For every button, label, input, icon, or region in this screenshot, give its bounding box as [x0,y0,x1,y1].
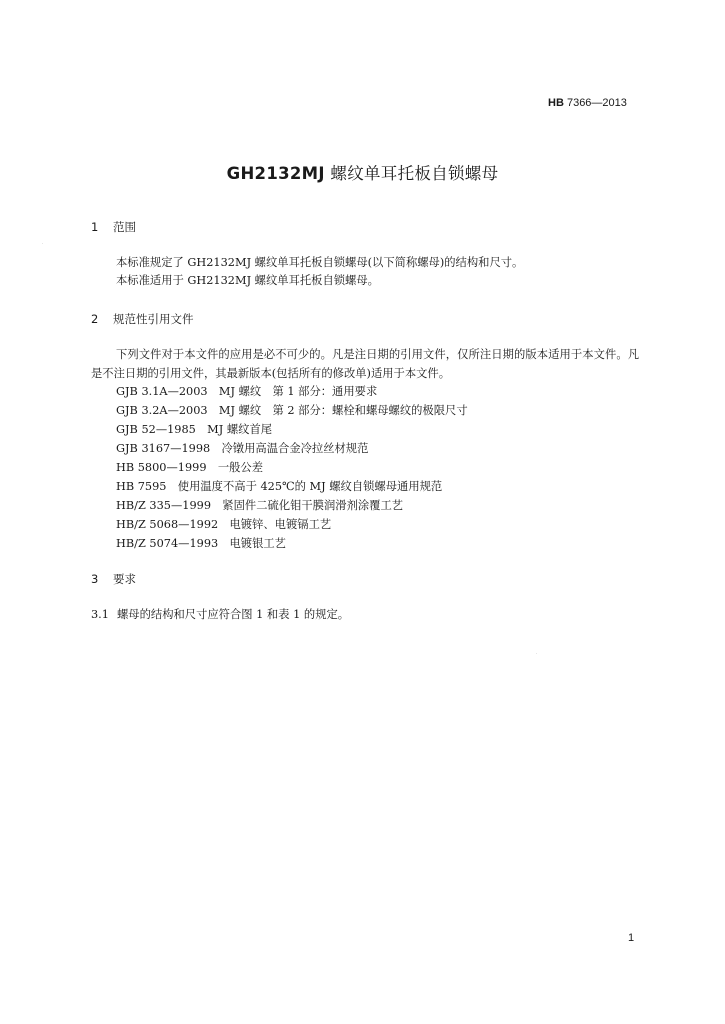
title-alloy: GH2132MJ [226,164,325,183]
reference-item: GJB 3.2A—2003 MJ 螺纹 第 2 部分：螺栓和螺母螺纹的极限尺寸 [116,404,468,417]
title-text: 螺纹单耳托板自锁螺母 [324,164,499,183]
section-1-title: 范围 [113,220,136,234]
section-2-intro: 下列文件对于本文件的应用是必不可少的。凡是注日期的引用文件，仅所注日期的版本适用于本文件。凡是不注日期的引用文件，其最新版本(包括所有的修改单)适用于本文件。 [91,348,639,380]
section-1-line-2: 本标准适用于 GH2132MJ 螺纹单耳托板自锁螺母。 [116,274,379,287]
section-3-number: 3 [91,572,99,586]
scan-speck [42,243,43,244]
standard-code: 7366—2013 [566,97,627,109]
section-1-number: 1 [91,220,99,234]
standard-prefix: HB [548,97,564,109]
section-3-title: 要求 [113,572,136,586]
document-title [0,160,725,184]
section-2-heading [91,311,194,327]
section-2-number: 2 [91,312,99,326]
reference-item: HB/Z 5068—1992 电镀锌、电镀镉工艺 [116,518,332,531]
reference-item: HB/Z 335—1999 紧固件二硫化钼干膜润滑剂涂覆工艺 [116,499,404,512]
page-number: 1 [628,932,635,944]
clause-3-1-number: 3.1 [91,608,109,621]
reference-item: GJB 52—1985 MJ 螺纹首尾 [116,423,273,436]
reference-item: HB/Z 5074—1993 电镀银工艺 [116,537,286,550]
standard-number [548,97,627,109]
reference-item: GJB 3167—1998 冷镦用高温合金冷拉丝材规范 [116,442,369,455]
section-3-heading [91,571,136,587]
section-1-line-1: 本标准规定了 GH2132MJ 螺纹单耳托板自锁螺母(以下简称螺母)的结构和尺寸。 [116,256,524,269]
scan-speck [536,653,537,654]
section-2-title: 规范性引用文件 [113,312,194,326]
clause-3-1-text: 螺母的结构和尺寸应符合图 1 和表 1 的规定。 [117,608,350,621]
reference-item: GJB 3.1A—2003 MJ 螺纹 第 1 部分：通用要求 [116,385,378,398]
reference-item: HB 7595 使用温度不高于 425℃的 MJ 螺纹自锁螺母通用规范 [116,480,443,493]
section-1-heading [91,219,136,235]
clause-3-1 [91,605,349,624]
reference-item: HB 5800—1999 一般公差 [116,461,264,474]
